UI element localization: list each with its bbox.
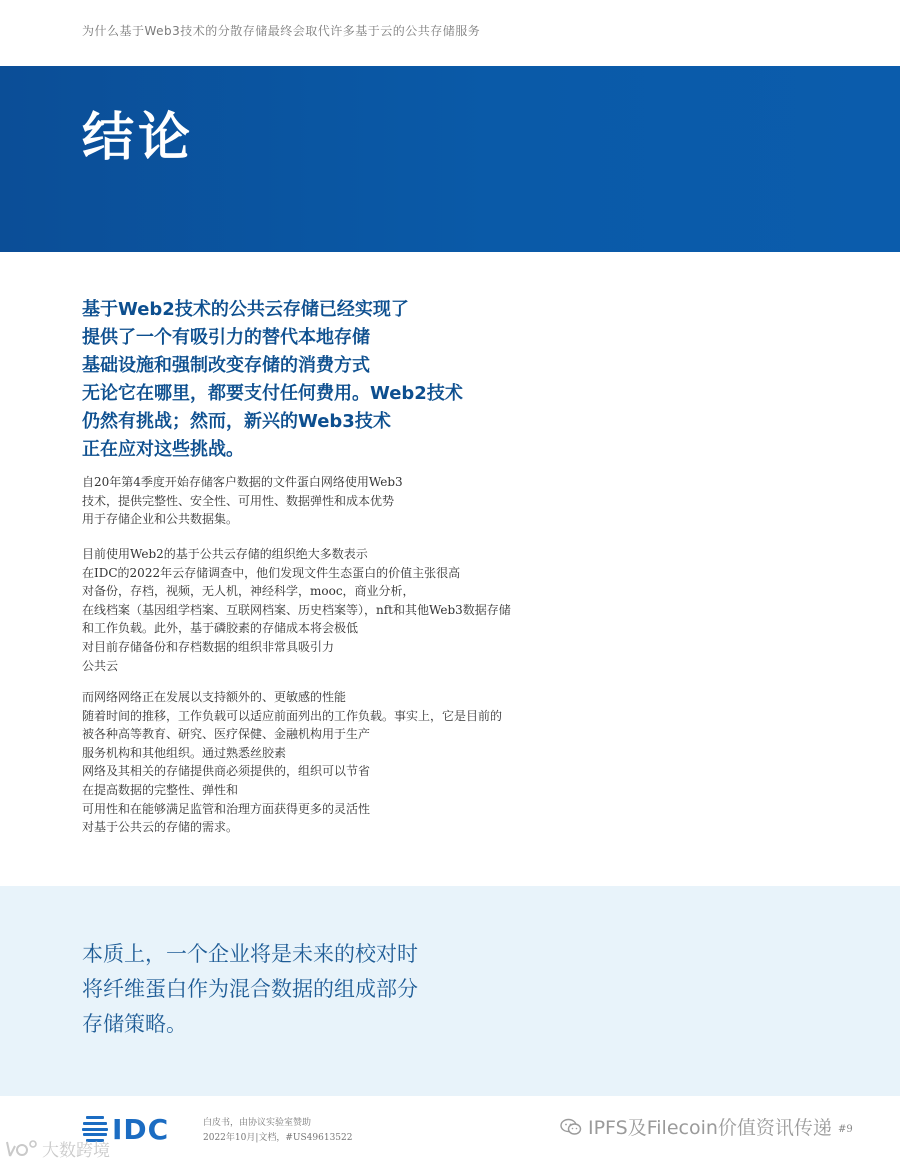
paragraph-line: 可用性和在能够满足监管和治理方面获得更多的灵活性 xyxy=(82,801,371,816)
paragraph-line: 网络及其相关的存储提供商必须提供的，组织可以节省 xyxy=(82,764,371,779)
lead-line: 正在应对这些挑战。 xyxy=(82,439,244,460)
section-title: 结论 xyxy=(82,108,195,168)
page-number: #9 xyxy=(838,1124,853,1135)
body-paragraph-1 xyxy=(82,473,642,529)
footer-doc-id: 2022年10月|文档，#US49613522 xyxy=(203,1133,353,1143)
wechat-icon xyxy=(560,1118,582,1136)
paragraph-line: 目前使用Web2的基于公共云存储的组织绝大多数表示 xyxy=(82,547,368,561)
paragraph-line: 服务机构和其他组织。通过熟悉丝胶素 xyxy=(82,745,287,760)
callout-line: 将纤维蛋白作为混合数据的组成部分 xyxy=(82,977,418,1001)
paragraph-line: 在IDC的2022年云存储调查中，他们发现文件生态蛋白的价值主张很高 xyxy=(82,565,461,580)
idc-logo-text: IDC xyxy=(112,1112,170,1146)
callout-quote xyxy=(82,937,602,1042)
paragraph-line: 对目前存储备份和存档数据的组织非常具吸引力 xyxy=(82,639,335,654)
paragraph-line: 和工作负载。此外，基于磷胶素的存储成本将会极低 xyxy=(82,621,359,636)
paragraph-line: 对备份，存档，视频，无人机，神经科学，mooc，商业分析， xyxy=(82,584,415,599)
lead-statement xyxy=(82,296,602,464)
paragraph-line: 在提高数据的完整性、弹性和 xyxy=(82,782,239,797)
paragraph-line: 自20年第4季度开始存储客户数据的文件蛋白网络使用Web3 xyxy=(82,475,403,489)
paragraph-line: 随着时间的推移，工作负载可以适应前面列出的工作负载。事实上，它是目前的 xyxy=(82,708,503,723)
paragraph-line: 被各种高等教育、研究、医疗保健、金融机构用于生产 xyxy=(82,727,371,742)
running-header: 为什么基于Web3技术的分散存储最终会取代许多基于云的公共存储服务 xyxy=(82,24,481,38)
paragraph-line: 技术，提供完整性、安全性、可用性、数据弹性和成本优势 xyxy=(82,493,395,508)
body-paragraph-3 xyxy=(82,688,642,837)
lead-line: 仍然有挑战；然而，新兴的Web3技术 xyxy=(82,411,391,432)
brand-watermark xyxy=(4,1136,110,1161)
paragraph-line: 在线档案（基因组学档案、互联网档案、历史档案等），nft和其他Web3数据存储 xyxy=(82,602,511,617)
lead-line: 基于Web2技术的公共云存储已经实现了 xyxy=(82,299,409,320)
brand-watermark-text: 大数跨境 xyxy=(42,1141,110,1161)
footer-sponsor: 白皮书，由协议实验室赞助 xyxy=(203,1118,312,1128)
lead-line: 提供了一个有吸引力的替代本地存储 xyxy=(82,327,370,348)
footer-meta xyxy=(203,1116,353,1146)
wechat-account-name: IPFS及Filecoin价值资讯传递 xyxy=(588,1117,832,1139)
body-paragraph-2 xyxy=(82,545,642,675)
lead-line: 基础设施和强制改变存储的消费方式 xyxy=(82,355,370,376)
brand-logo-icon xyxy=(4,1138,38,1160)
paragraph-line: 公共云 xyxy=(82,658,119,673)
paragraph-line: 用于存储企业和公共数据集。 xyxy=(82,512,239,527)
callout-line: 存储策略。 xyxy=(82,1012,187,1036)
lead-line: 无论它在哪里，都要支付任何费用。Web2技术 xyxy=(82,383,463,404)
callout-line: 本质上，一个企业将是未来的校对时 xyxy=(82,942,418,966)
paragraph-line: 对基于公共云的存储的需求。 xyxy=(82,820,239,835)
wechat-watermark xyxy=(560,1113,832,1140)
paragraph-line: 而网络网络正在发展以支持额外的、更敏感的性能 xyxy=(82,690,347,704)
